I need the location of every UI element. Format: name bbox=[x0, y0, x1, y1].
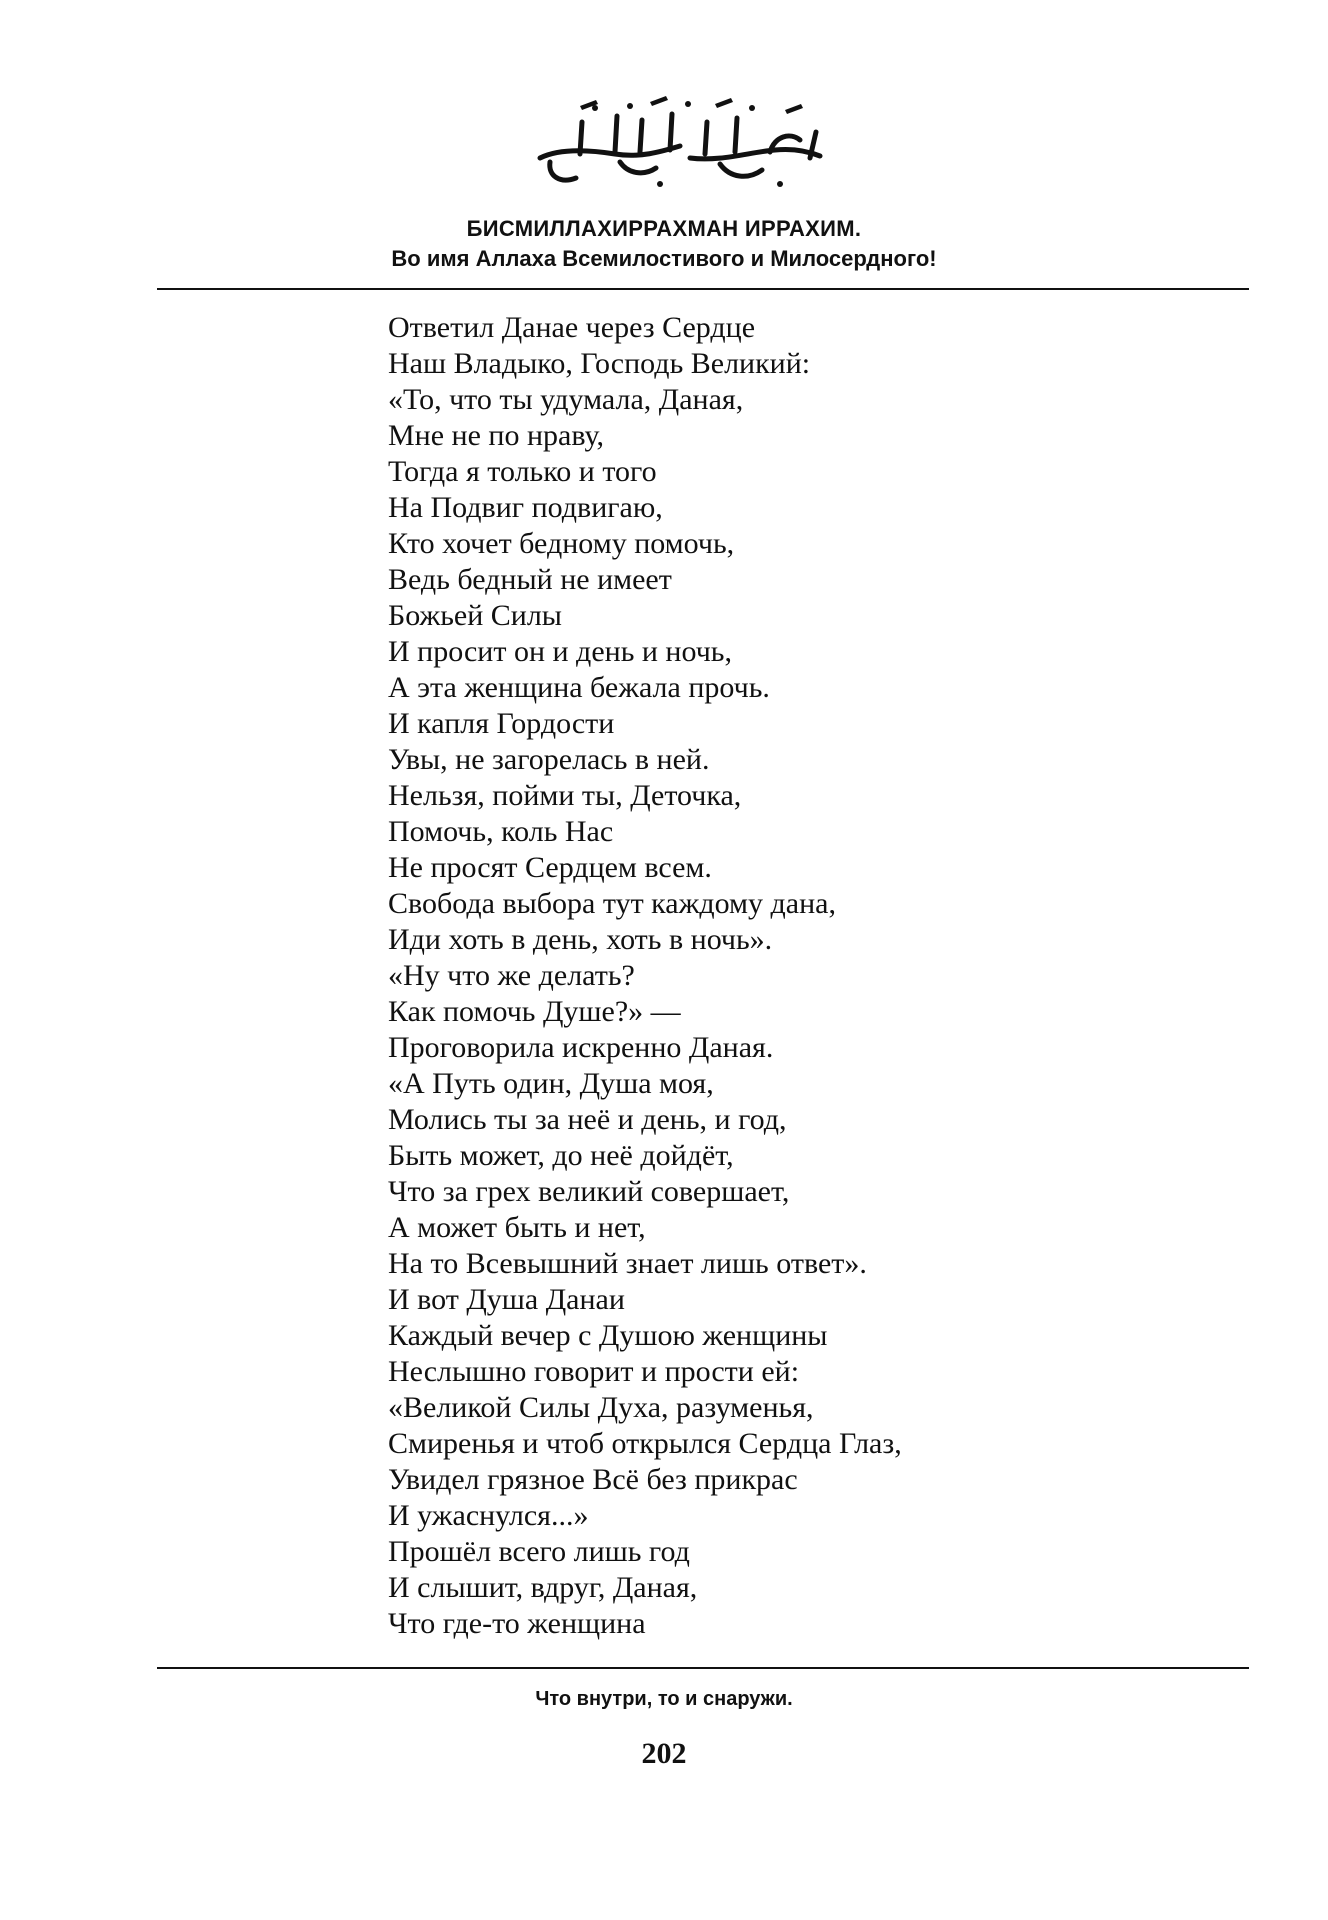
poem-line: Как помочь Душе?» — bbox=[388, 995, 681, 1028]
header-divider bbox=[157, 288, 1249, 290]
poem-line: Молись ты за неё и день, и год, bbox=[388, 1103, 787, 1136]
poem-line: Каждый вечер с Душою женщины bbox=[388, 1319, 828, 1352]
poem-line: «Ну что же делать? bbox=[388, 959, 635, 992]
bismillah-calligraphy bbox=[520, 92, 850, 202]
poem-line: Неслышно говорит и прости ей: bbox=[388, 1355, 800, 1388]
poem-line: «То, что ты удумала, Даная, bbox=[388, 383, 744, 416]
poem-line: Не просят Сердцем всем. bbox=[388, 851, 712, 884]
poem-line: А может быть и нет, bbox=[388, 1211, 646, 1244]
poem-line: На Подвиг подвигаю, bbox=[388, 491, 663, 524]
poem-line: Божьей Силы bbox=[388, 599, 562, 632]
poem-line: «Великой Силы Духа, разуменья, bbox=[388, 1391, 814, 1424]
poem-line: И слышит, вдруг, Даная, bbox=[388, 1571, 698, 1604]
poem-line: И вот Душа Данаи bbox=[388, 1283, 625, 1316]
poem-line: И ужаснулся...» bbox=[388, 1499, 589, 1532]
poem-line: Свобода выбора тут каждому дана, bbox=[388, 887, 836, 920]
running-footer: Что внутри, то и снаружи. bbox=[535, 1688, 793, 1710]
poem-line: Что за грех великий совершает, bbox=[388, 1175, 790, 1208]
poem-line: Увы, не загорелась в ней. bbox=[388, 743, 710, 776]
basmala-translation: Во имя Аллаха Всемилостивого и Милосердного! bbox=[391, 246, 937, 271]
poem-line: Ответил Данае через Сердце bbox=[388, 311, 756, 344]
basmala-transliteration: БИСМИЛЛАХИРРАХМАН ИРРАХИМ. bbox=[466, 216, 862, 241]
poem-line: Быть может, до неё дойдёт, bbox=[388, 1139, 734, 1172]
poem-line: «А Путь один, Душа моя, bbox=[388, 1067, 714, 1100]
poem-line: И капля Гордости bbox=[388, 707, 615, 740]
poem-line: Ведь бедный не имеет bbox=[388, 563, 672, 596]
poem-line: Увидел грязное Всё без прикрас bbox=[388, 1463, 798, 1496]
poem-line: Помочь, коль Нас bbox=[388, 815, 614, 848]
poem-line: Проговорила искренно Даная. bbox=[388, 1031, 774, 1064]
poem-line: И просит он и день и ночь, bbox=[388, 635, 732, 668]
footer-divider bbox=[157, 1667, 1249, 1669]
poem-line: Что где-то женщина bbox=[388, 1607, 646, 1640]
poem-line: Мне не по нраву, bbox=[388, 419, 604, 452]
poem-line: А эта женщина бежала прочь. bbox=[388, 671, 770, 704]
page-number: 202 bbox=[641, 1737, 687, 1770]
poem-line: Смиренья и чтоб открылся Сердца Глаз, bbox=[388, 1427, 902, 1460]
poem-line: На то Всевышний знает лишь ответ». bbox=[388, 1247, 867, 1280]
poem-text bbox=[388, 310, 902, 1642]
poem-line: Нельзя, пойми ты, Деточка, bbox=[388, 779, 742, 812]
poem-line: Прошёл всего лишь год bbox=[388, 1535, 690, 1568]
poem-line: Иди хоть в день, хоть в ночь». bbox=[388, 923, 773, 956]
poem-line: Тогда я только и того bbox=[388, 455, 657, 488]
poem-line: Наш Владыко, Господь Великий: bbox=[388, 347, 811, 380]
poem-line: Кто хочет бедному помочь, bbox=[388, 527, 735, 560]
